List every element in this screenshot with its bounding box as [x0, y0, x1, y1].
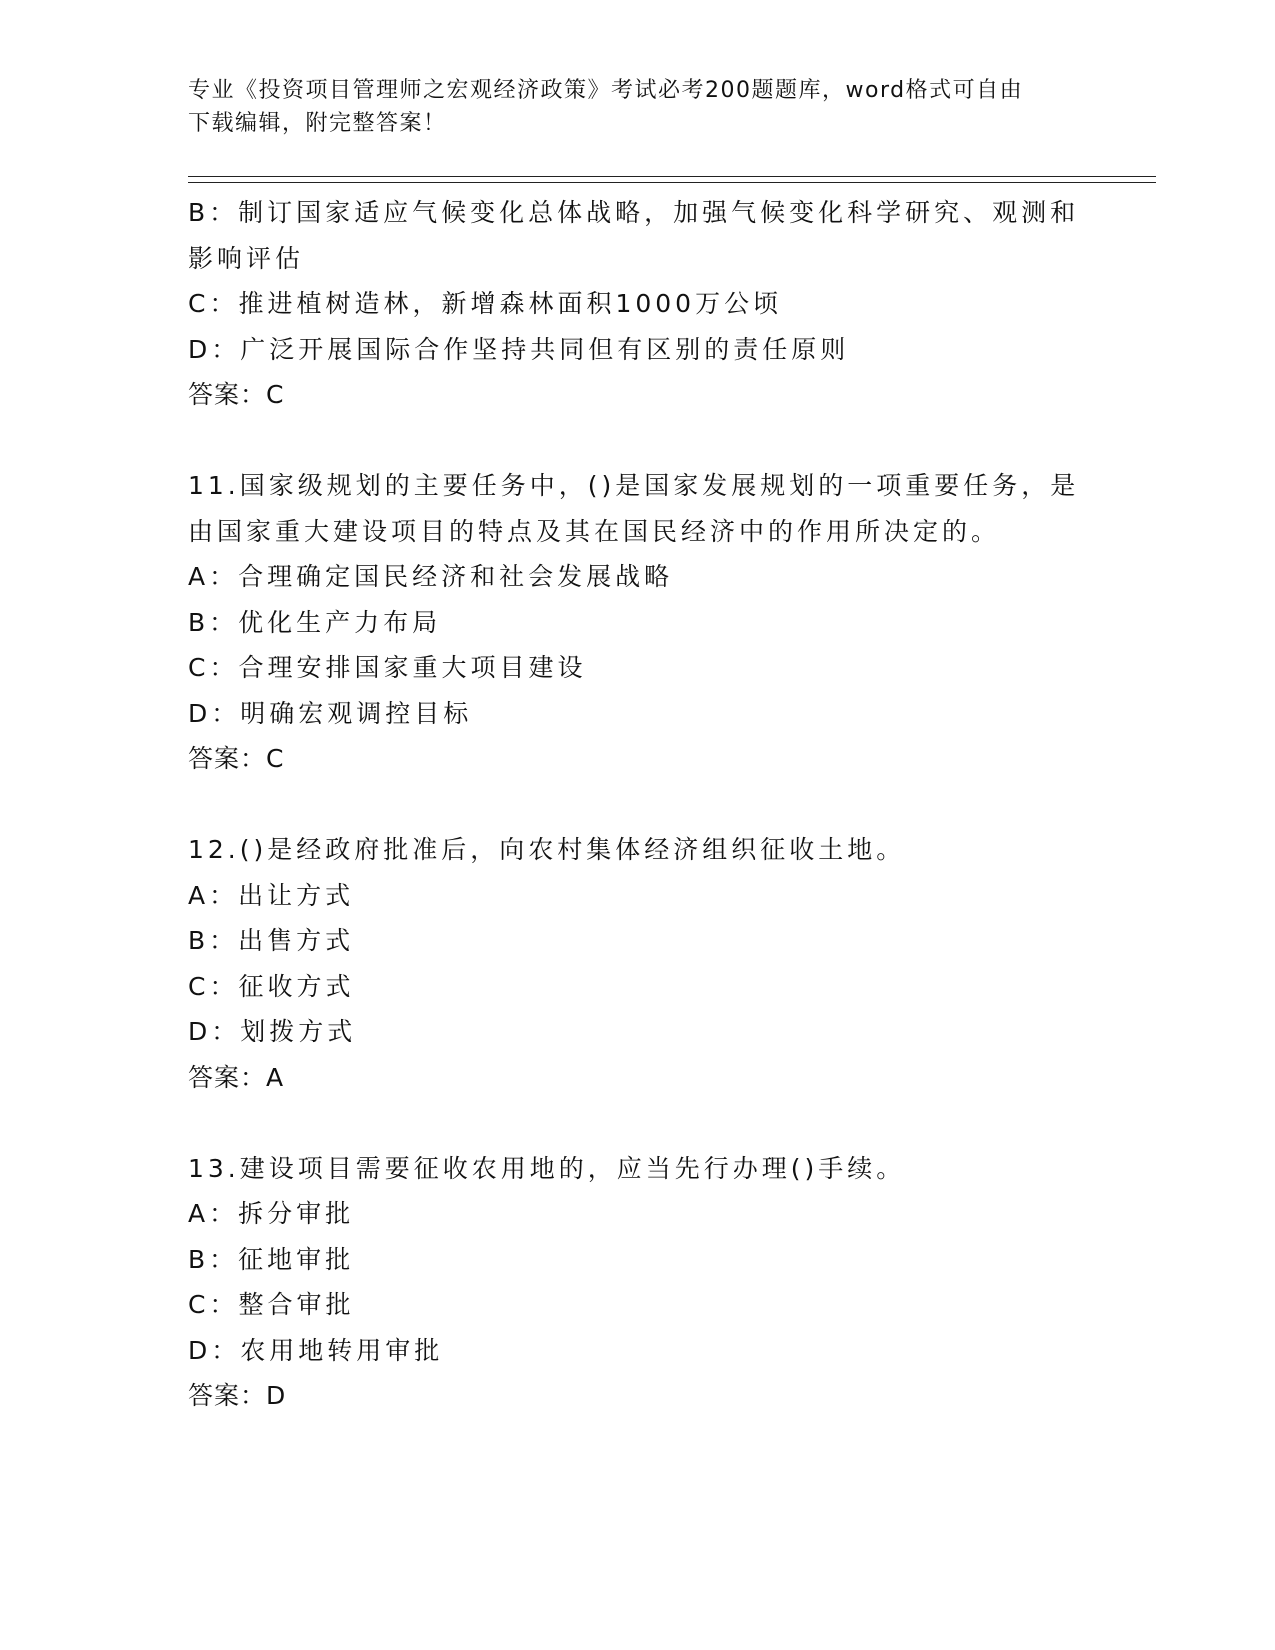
option-a: A：合理确定国民经济和社会发展战略	[188, 562, 674, 591]
option-d: D：划拨方式	[188, 1017, 357, 1046]
answer: 答案：C	[188, 744, 285, 773]
option-d: D：农用地转用审批	[188, 1335, 444, 1365]
question-10-continued	[188, 190, 1088, 418]
spacer	[188, 1100, 1088, 1146]
question-stem: 13.建设项目需要征收农用地的，应当先行办理()手续。	[188, 1153, 906, 1183]
option-b: B：优化生产力布局	[188, 607, 442, 637]
option-a: A：出让方式	[188, 880, 355, 910]
question-stem: 11.国家级规划的主要任务中，()是国家发展规划的一项重要任务，是	[188, 471, 1080, 500]
question-stem: 12.()是经政府批准后，向农村集体经济组织征收土地。	[188, 835, 906, 864]
header-divider-top	[188, 176, 1156, 177]
option-b-continued: 影响评估	[188, 243, 305, 273]
answer: 答案：A	[188, 1062, 285, 1092]
header-line-2: 下载编辑，附完整答案！	[188, 111, 447, 136]
option-b: B：征地审批	[188, 1244, 355, 1274]
question-13	[188, 1146, 1088, 1419]
option-c: C：征收方式	[188, 971, 355, 1001]
option-a: A：拆分审批	[188, 1199, 355, 1228]
option-c: C：推进植树造林，新增森林面积1000万公顷	[188, 289, 783, 318]
option-d: D：广泛开展国际合作坚持共同但有区别的责任原则	[188, 334, 850, 364]
question-stem-continued: 由国家重大建设项目的特点及其在国民经济中的作用所决定的。	[188, 516, 1001, 546]
option-d: D：明确宏观调控目标	[188, 698, 473, 728]
spacer	[188, 418, 1088, 464]
option-c: C：合理安排国家重大项目建设	[188, 653, 587, 682]
option-b: B：制订国家适应气候变化总体战略，加强气候变化科学研究、观测和	[188, 198, 1080, 227]
option-c: C：整合审批	[188, 1290, 355, 1319]
question-12	[188, 827, 1088, 1100]
header-divider-bottom	[188, 182, 1156, 183]
question-11	[188, 463, 1088, 782]
header-line-1: 专业《投资项目管理师之宏观经济政策》考试必考200题题库，word格式可自由	[188, 78, 1024, 103]
spacer	[188, 782, 1088, 828]
option-b: B：出售方式	[188, 926, 355, 955]
answer: 答案：D	[188, 1381, 287, 1410]
answer: 答案：C	[188, 380, 285, 409]
question-list	[188, 190, 1088, 1419]
document-header	[188, 74, 1068, 140]
